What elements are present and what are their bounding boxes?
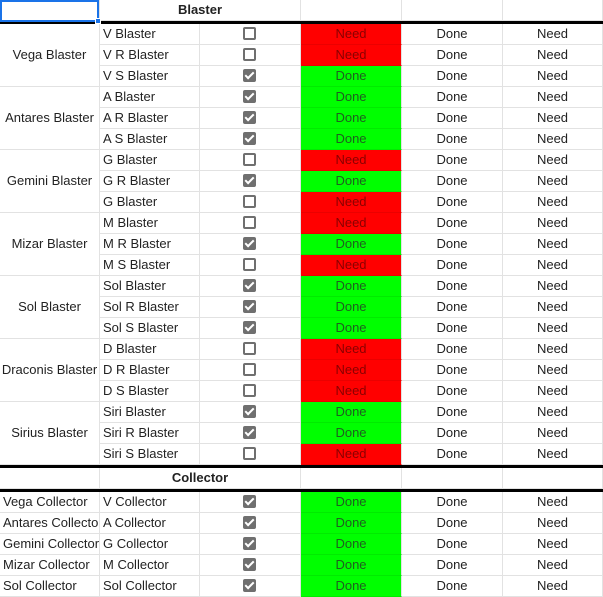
checkbox-cell[interactable] xyxy=(200,192,301,213)
checkbox-checked-icon[interactable] xyxy=(243,69,256,82)
item-name-cell[interactable] xyxy=(100,534,200,555)
group-name-cell-text: Vega Collector xyxy=(3,494,88,509)
checkbox-unchecked-icon[interactable] xyxy=(243,363,256,376)
done-cell-text: Done xyxy=(436,425,468,440)
item-name-cell[interactable] xyxy=(100,339,200,360)
item-name-cell[interactable] xyxy=(100,555,200,576)
checkbox-checked-icon[interactable] xyxy=(243,579,256,592)
checkbox-checked-icon[interactable] xyxy=(243,279,256,292)
item-name-cell-text: D R Blaster xyxy=(103,362,170,377)
need-cell-text: Need xyxy=(536,152,569,167)
item-name-cell-text: G Blaster xyxy=(103,152,158,167)
done-cell-text: Done xyxy=(436,557,468,572)
checkbox-unchecked-icon[interactable] xyxy=(243,195,256,208)
done-cell-text: Done xyxy=(436,320,468,335)
need-cell-text: Need xyxy=(536,383,569,398)
done-cell[interactable] xyxy=(402,87,503,108)
checkbox-cell[interactable] xyxy=(200,297,301,318)
status-done-cell[interactable] xyxy=(301,234,402,255)
status-need-cell-text: Need xyxy=(335,257,367,272)
checkbox-cell[interactable] xyxy=(200,150,301,171)
done-cell-text: Done xyxy=(436,236,468,251)
item-name-cell[interactable] xyxy=(100,492,200,513)
need-cell-text: Need xyxy=(536,68,569,83)
done-cell[interactable] xyxy=(402,513,503,534)
item-name-cell-text: M R Blaster xyxy=(103,236,171,251)
item-name-cell-text: Sol Collector xyxy=(103,578,177,593)
done-cell-text: Done xyxy=(436,299,468,314)
need-cell[interactable] xyxy=(503,381,603,402)
need-cell[interactable] xyxy=(503,402,603,423)
status-done-cell[interactable] xyxy=(301,276,402,297)
checkbox-checked-icon[interactable] xyxy=(243,495,256,508)
item-name-cell-text: A Collector xyxy=(103,515,166,530)
checkbox-cell[interactable] xyxy=(200,276,301,297)
status-done-cell[interactable] xyxy=(301,66,402,87)
done-cell-text: Done xyxy=(436,152,468,167)
checkbox-cell[interactable] xyxy=(200,555,301,576)
done-cell[interactable] xyxy=(402,534,503,555)
status-done-cell[interactable] xyxy=(301,297,402,318)
need-cell-text: Need xyxy=(536,26,569,41)
need-cell-text: Need xyxy=(536,110,569,125)
section-header-title-text: Collector xyxy=(171,470,229,485)
need-cell-text: Need xyxy=(536,278,569,293)
item-name-cell-text: A R Blaster xyxy=(103,110,169,125)
item-name-cell-text: V Collector xyxy=(103,494,167,509)
need-cell-text: Need xyxy=(536,299,569,314)
done-cell-text: Done xyxy=(436,578,468,593)
item-name-cell[interactable] xyxy=(100,108,200,129)
status-done-cell-text: Done xyxy=(335,236,367,251)
checkbox-unchecked-icon[interactable] xyxy=(243,384,256,397)
need-cell[interactable] xyxy=(503,213,603,234)
item-name-cell[interactable] xyxy=(100,255,200,276)
item-name-cell-text: Siri R Blaster xyxy=(103,425,179,440)
need-cell-text: Need xyxy=(536,194,569,209)
status-done-cell[interactable] xyxy=(301,108,402,129)
checkbox-cell[interactable] xyxy=(200,423,301,444)
done-cell[interactable] xyxy=(402,45,503,66)
need-cell-text: Need xyxy=(536,557,569,572)
need-cell-text: Need xyxy=(536,215,569,230)
status-done-cell[interactable] xyxy=(301,492,402,513)
status-need-cell[interactable] xyxy=(301,444,402,465)
need-cell[interactable] xyxy=(503,423,603,444)
item-name-cell[interactable] xyxy=(100,513,200,534)
need-cell-text: Need xyxy=(536,257,569,272)
checkbox-cell[interactable] xyxy=(200,360,301,381)
checkbox-cell[interactable] xyxy=(200,45,301,66)
checkbox-checked-icon[interactable] xyxy=(243,558,256,571)
checkbox-cell[interactable] xyxy=(200,24,301,45)
group-name-cell-text: Gemini Blaster xyxy=(6,173,93,188)
need-cell[interactable] xyxy=(503,555,603,576)
done-cell[interactable] xyxy=(402,213,503,234)
status-done-cell-text: Done xyxy=(335,110,367,125)
checkbox-checked-icon[interactable] xyxy=(243,237,256,250)
checkbox-cell[interactable] xyxy=(200,255,301,276)
done-cell-text: Done xyxy=(436,194,468,209)
header-cell[interactable] xyxy=(301,0,402,21)
checkbox-unchecked-icon[interactable] xyxy=(243,342,256,355)
need-cell[interactable] xyxy=(503,87,603,108)
status-need-cell[interactable] xyxy=(301,192,402,213)
item-name-cell[interactable] xyxy=(100,423,200,444)
fill-handle[interactable] xyxy=(95,18,101,24)
status-need-cell[interactable] xyxy=(301,213,402,234)
item-name-cell-text: Siri S Blaster xyxy=(103,446,179,461)
header-cell[interactable] xyxy=(0,468,100,489)
status-done-cell[interactable] xyxy=(301,318,402,339)
need-cell[interactable] xyxy=(503,360,603,381)
status-need-cell[interactable] xyxy=(301,381,402,402)
section-header-title[interactable] xyxy=(100,0,301,21)
checkbox-cell[interactable] xyxy=(200,492,301,513)
done-cell-text: Done xyxy=(436,383,468,398)
status-need-cell-text: Need xyxy=(335,446,367,461)
header-cell[interactable] xyxy=(301,468,402,489)
need-cell-text: Need xyxy=(536,236,569,251)
checkbox-checked-icon[interactable] xyxy=(243,537,256,550)
item-name-cell[interactable] xyxy=(100,66,200,87)
done-cell-text: Done xyxy=(436,110,468,125)
checkbox-cell[interactable] xyxy=(200,513,301,534)
need-cell[interactable] xyxy=(503,339,603,360)
header-cell[interactable] xyxy=(402,0,503,21)
item-name-cell[interactable] xyxy=(100,24,200,45)
group-name-cell-text: Vega Blaster xyxy=(12,47,87,62)
done-cell[interactable] xyxy=(402,318,503,339)
status-done-cell-text: Done xyxy=(335,278,367,293)
need-cell[interactable] xyxy=(503,234,603,255)
item-name-cell-text: G Collector xyxy=(103,536,169,551)
checkbox-cell[interactable] xyxy=(200,66,301,87)
need-cell-text: Need xyxy=(536,536,569,551)
checkbox-cell[interactable] xyxy=(200,381,301,402)
checkbox-checked-icon[interactable] xyxy=(243,300,256,313)
need-cell-text: Need xyxy=(536,494,569,509)
checkbox-unchecked-icon[interactable] xyxy=(243,447,256,460)
group-name-cell[interactable] xyxy=(0,402,100,465)
checkbox-cell[interactable] xyxy=(200,234,301,255)
status-need-cell-text: Need xyxy=(335,362,367,377)
done-cell-text: Done xyxy=(436,68,468,83)
item-name-cell[interactable] xyxy=(100,297,200,318)
header-cell[interactable] xyxy=(503,0,603,21)
status-need-cell[interactable] xyxy=(301,255,402,276)
group-name-cell[interactable] xyxy=(0,555,100,576)
item-name-cell[interactable] xyxy=(100,150,200,171)
done-cell-text: Done xyxy=(436,89,468,104)
checkbox-cell[interactable] xyxy=(200,402,301,423)
status-done-cell-text: Done xyxy=(335,131,367,146)
done-cell[interactable] xyxy=(402,339,503,360)
done-cell-text: Done xyxy=(436,278,468,293)
done-cell[interactable] xyxy=(402,423,503,444)
checkbox-checked-icon[interactable] xyxy=(243,405,256,418)
need-cell-text: Need xyxy=(536,446,569,461)
item-name-cell[interactable] xyxy=(100,318,200,339)
checkbox-cell[interactable] xyxy=(200,534,301,555)
item-name-cell-text: M Collector xyxy=(103,557,169,572)
need-cell[interactable] xyxy=(503,45,603,66)
status-need-cell[interactable] xyxy=(301,45,402,66)
checkbox-cell[interactable] xyxy=(200,129,301,150)
need-cell-text: Need xyxy=(536,515,569,530)
status-done-cell-text: Done xyxy=(335,89,367,104)
group-name-cell[interactable] xyxy=(0,87,100,150)
done-cell-text: Done xyxy=(436,173,468,188)
group-name-cell-text: Draconis Blaster xyxy=(1,362,98,377)
need-cell-text: Need xyxy=(536,89,569,104)
done-cell[interactable] xyxy=(402,24,503,45)
group-name-cell-text: Mizar Collector xyxy=(3,557,90,572)
checkbox-checked-icon[interactable] xyxy=(243,132,256,145)
status-done-cell-text: Done xyxy=(335,557,367,572)
status-done-cell-text: Done xyxy=(335,494,367,509)
item-name-cell[interactable] xyxy=(100,45,200,66)
status-need-cell-text: Need xyxy=(335,341,367,356)
status-need-cell-text: Need xyxy=(335,152,367,167)
done-cell[interactable] xyxy=(402,234,503,255)
item-name-cell-text: V Blaster xyxy=(103,26,156,41)
item-name-cell-text: D S Blaster xyxy=(103,383,169,398)
need-cell-text: Need xyxy=(536,578,569,593)
done-cell[interactable] xyxy=(402,360,503,381)
done-cell[interactable] xyxy=(402,171,503,192)
item-name-cell[interactable] xyxy=(100,276,200,297)
checkbox-cell[interactable] xyxy=(200,108,301,129)
done-cell-text: Done xyxy=(436,257,468,272)
done-cell[interactable] xyxy=(402,276,503,297)
item-name-cell-text: M S Blaster xyxy=(103,257,171,272)
need-cell-text: Need xyxy=(536,341,569,356)
item-name-cell-text: V R Blaster xyxy=(103,47,169,62)
done-cell-text: Done xyxy=(436,446,468,461)
status-done-cell[interactable] xyxy=(301,534,402,555)
status-done-cell-text: Done xyxy=(335,578,367,593)
status-done-cell-text: Done xyxy=(335,68,367,83)
status-done-cell[interactable] xyxy=(301,513,402,534)
group-name-cell-text: Sirius Blaster xyxy=(11,425,88,440)
status-done-cell-text: Done xyxy=(335,425,367,440)
item-name-cell[interactable] xyxy=(100,402,200,423)
section-header-title-text: Blaster xyxy=(177,2,223,17)
status-need-cell-text: Need xyxy=(335,26,367,41)
item-name-cell[interactable] xyxy=(100,444,200,465)
item-name-cell[interactable] xyxy=(100,213,200,234)
item-name-cell[interactable] xyxy=(100,129,200,150)
status-done-cell[interactable] xyxy=(301,171,402,192)
item-name-cell-text: V S Blaster xyxy=(103,68,169,83)
checkbox-cell[interactable] xyxy=(200,318,301,339)
done-cell[interactable] xyxy=(402,297,503,318)
group-name-cell[interactable] xyxy=(0,339,100,402)
item-name-cell[interactable] xyxy=(100,192,200,213)
group-name-cell[interactable] xyxy=(0,492,100,513)
need-cell[interactable] xyxy=(503,150,603,171)
need-cell-text: Need xyxy=(536,320,569,335)
done-cell[interactable] xyxy=(402,444,503,465)
done-cell-text: Done xyxy=(436,362,468,377)
done-cell-text: Done xyxy=(436,26,468,41)
need-cell[interactable] xyxy=(503,534,603,555)
done-cell[interactable] xyxy=(402,381,503,402)
need-cell[interactable] xyxy=(503,255,603,276)
item-name-cell-text: M Blaster xyxy=(103,215,158,230)
done-cell[interactable] xyxy=(402,108,503,129)
checkbox-checked-icon[interactable] xyxy=(243,321,256,334)
item-name-cell-text: A Blaster xyxy=(103,89,156,104)
item-name-cell-text: Sol Blaster xyxy=(103,278,166,293)
need-cell-text: Need xyxy=(536,404,569,419)
checkbox-unchecked-icon[interactable] xyxy=(243,216,256,229)
status-done-cell[interactable] xyxy=(301,87,402,108)
item-name-cell-text: Siri Blaster xyxy=(103,404,166,419)
group-name-cell-text: Mizar Blaster xyxy=(11,236,88,251)
checkbox-checked-icon[interactable] xyxy=(243,174,256,187)
need-cell[interactable] xyxy=(503,318,603,339)
done-cell-text: Done xyxy=(436,47,468,62)
need-cell[interactable] xyxy=(503,129,603,150)
status-done-cell-text: Done xyxy=(335,299,367,314)
item-name-cell-text: Sol R Blaster xyxy=(103,299,179,314)
status-need-cell-text: Need xyxy=(335,383,367,398)
status-need-cell[interactable] xyxy=(301,360,402,381)
checkbox-checked-icon[interactable] xyxy=(243,426,256,439)
group-name-cell[interactable] xyxy=(0,150,100,213)
item-name-cell[interactable] xyxy=(100,171,200,192)
header-cell[interactable] xyxy=(402,468,503,489)
item-name-cell-text: D Blaster xyxy=(103,341,157,356)
active-cell-selection[interactable] xyxy=(0,0,99,22)
status-done-cell-text: Done xyxy=(335,536,367,551)
status-need-cell[interactable] xyxy=(301,339,402,360)
status-done-cell-text: Done xyxy=(335,320,367,335)
need-cell-text: Need xyxy=(536,47,569,62)
checkbox-unchecked-icon[interactable] xyxy=(243,27,256,40)
need-cell[interactable] xyxy=(503,66,603,87)
checkbox-cell[interactable] xyxy=(200,171,301,192)
need-cell-text: Need xyxy=(536,425,569,440)
status-need-cell-text: Need xyxy=(335,215,367,230)
done-cell[interactable] xyxy=(402,129,503,150)
status-done-cell-text: Done xyxy=(335,173,367,188)
need-cell[interactable] xyxy=(503,297,603,318)
item-name-cell[interactable] xyxy=(100,381,200,402)
item-name-cell-text: G R Blaster xyxy=(103,173,171,188)
group-name-cell[interactable] xyxy=(0,513,100,534)
need-cell[interactable] xyxy=(503,444,603,465)
done-cell-text: Done xyxy=(436,215,468,230)
need-cell[interactable] xyxy=(503,24,603,45)
checkbox-cell[interactable] xyxy=(200,339,301,360)
checkbox-unchecked-icon[interactable] xyxy=(243,153,256,166)
group-name-cell-text: Gemini Collector xyxy=(3,536,100,551)
done-cell-text: Done xyxy=(436,131,468,146)
checkbox-checked-icon[interactable] xyxy=(243,90,256,103)
group-name-cell[interactable] xyxy=(0,534,100,555)
status-done-cell-text: Done xyxy=(335,515,367,530)
status-done-cell-text: Done xyxy=(335,404,367,419)
need-cell-text: Need xyxy=(536,173,569,188)
checkbox-checked-icon[interactable] xyxy=(243,516,256,529)
checkbox-cell[interactable] xyxy=(200,87,301,108)
group-name-cell[interactable] xyxy=(0,24,100,87)
done-cell-text: Done xyxy=(436,404,468,419)
need-cell[interactable] xyxy=(503,492,603,513)
item-name-cell[interactable] xyxy=(100,234,200,255)
group-name-cell-text: Antares Collecto xyxy=(3,515,99,530)
done-cell-text: Done xyxy=(436,515,468,530)
checkbox-unchecked-icon[interactable] xyxy=(243,258,256,271)
done-cell[interactable] xyxy=(402,192,503,213)
need-cell[interactable] xyxy=(503,171,603,192)
done-cell-text: Done xyxy=(436,494,468,509)
item-name-cell[interactable] xyxy=(100,360,200,381)
need-cell[interactable] xyxy=(503,192,603,213)
header-cell[interactable] xyxy=(503,468,603,489)
need-cell[interactable] xyxy=(503,276,603,297)
need-cell[interactable] xyxy=(503,108,603,129)
group-name-cell[interactable] xyxy=(0,276,100,339)
done-cell[interactable] xyxy=(402,492,503,513)
group-name-cell-text: Sol Blaster xyxy=(18,299,81,314)
status-done-cell[interactable] xyxy=(301,129,402,150)
group-name-cell-text: Antares Blaster xyxy=(5,110,94,125)
group-name-cell-text: Sol Collector xyxy=(3,578,77,593)
need-cell[interactable] xyxy=(503,513,603,534)
status-done-cell[interactable] xyxy=(301,555,402,576)
item-name-cell-text: G Blaster xyxy=(103,194,158,209)
done-cell-text: Done xyxy=(436,536,468,551)
done-cell[interactable] xyxy=(402,66,503,87)
status-need-cell-text: Need xyxy=(335,194,367,209)
item-name-cell[interactable] xyxy=(100,87,200,108)
checkbox-unchecked-icon[interactable] xyxy=(243,48,256,61)
status-need-cell[interactable] xyxy=(301,150,402,171)
status-need-cell-text: Need xyxy=(335,47,367,62)
status-need-cell[interactable] xyxy=(301,24,402,45)
checkbox-cell[interactable] xyxy=(200,444,301,465)
need-cell-text: Need xyxy=(536,131,569,146)
checkbox-cell[interactable] xyxy=(200,213,301,234)
checkbox-checked-icon[interactable] xyxy=(243,111,256,124)
need-cell-text: Need xyxy=(536,362,569,377)
done-cell[interactable] xyxy=(402,150,503,171)
status-done-cell[interactable] xyxy=(301,402,402,423)
item-name-cell-text: Sol S Blaster xyxy=(103,320,179,335)
done-cell[interactable] xyxy=(402,255,503,276)
done-cell[interactable] xyxy=(402,402,503,423)
done-cell-text: Done xyxy=(436,341,468,356)
item-name-cell-text: A S Blaster xyxy=(103,131,168,146)
group-name-cell[interactable] xyxy=(0,213,100,276)
section-header-title[interactable] xyxy=(100,468,301,489)
done-cell[interactable] xyxy=(402,555,503,576)
status-done-cell[interactable] xyxy=(301,423,402,444)
